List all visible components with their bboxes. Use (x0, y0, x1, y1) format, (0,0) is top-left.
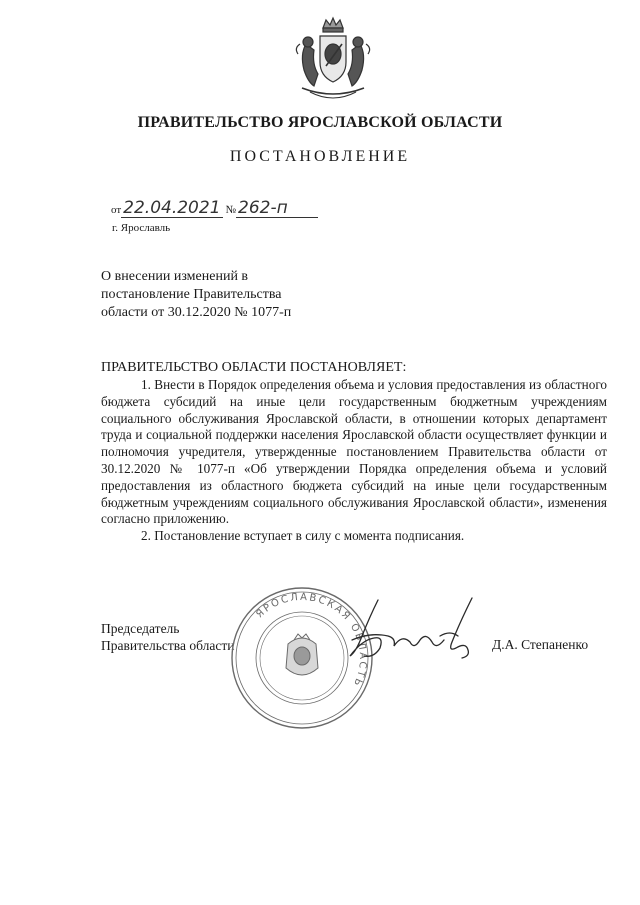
paragraph: 1. Внести в Порядок определения объема и условия предоставления из областного бюджета субсидий на иные цели государственным бюджетным учреждениям социального обслуживания Ярославской области, в отношении которых департамент труда и социальной поддержки населения Ярославской области осуществляет функции и полномочия учредителя, утвержденные постановлением Правительства области от 30.12.2020 № 1077-п «Об утверждении Порядка определения объема и условий предоставления из областного бюджета субсидий на иные цели государственным бюджетным учреждениям социального обслуживания Ярославской области», изменения согласно приложению. (101, 377, 607, 527)
subject-line: О внесении изменений в (101, 269, 249, 284)
city: г. Ярославль (112, 222, 171, 234)
subject-line: области от 30.12.2020 № 1077-п (101, 305, 292, 320)
dateline (111, 199, 318, 221)
svg-text:ЯРОСЛАВСКАЯ ОБЛАСТЬ: ЯРОСЛАВСКАЯ ОБЛАСТЬ (254, 591, 369, 690)
signatory-position (101, 620, 234, 654)
number-value: 262-п (236, 199, 318, 218)
position-line: Председатель (101, 621, 180, 636)
subject-block (101, 268, 291, 322)
number-prefix: № (225, 204, 237, 216)
subject-line: постановление Правительства (101, 287, 282, 302)
position-line: Правительства области (101, 638, 235, 653)
document-body (101, 377, 607, 545)
page-title: ПРАВИТЕЛЬСТВО ЯРОСЛАВСКОЙ ОБЛАСТИ (137, 114, 503, 131)
resolves-heading: ПРАВИТЕЛЬСТВО ОБЛАСТИ ПОСТАНОВЛЯЕТ: (101, 360, 407, 375)
document-type: ПОСТАНОВЛЕНИЕ (229, 148, 411, 165)
handwritten-signature (340, 596, 490, 676)
date-value: 22.04.2021 (123, 198, 221, 218)
signatory-name: Д.А. Степаненко (492, 637, 589, 652)
paragraph: 2. Постановление вступает в силу с момента подписания. (141, 528, 465, 544)
date-prefix: от (111, 204, 122, 216)
coat-of-arms-icon (288, 14, 378, 106)
